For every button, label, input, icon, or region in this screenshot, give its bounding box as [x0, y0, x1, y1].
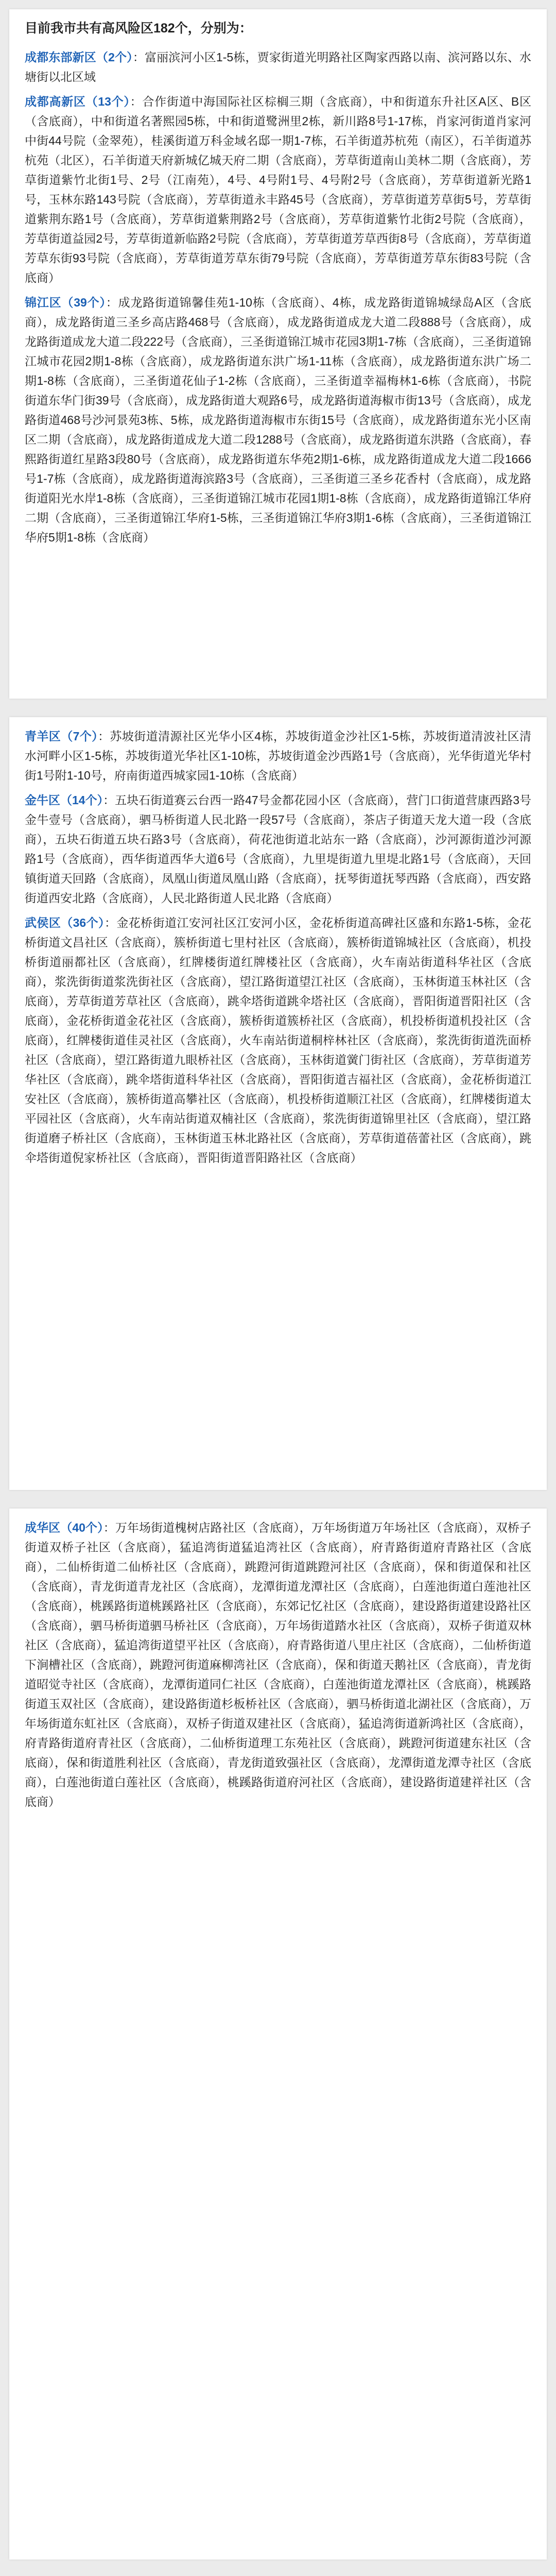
- section-jinniu: [25, 790, 531, 908]
- district-body: ：苏坡街道清源社区光华小区4栋，苏坡街道金沙社区1-5栋，苏坡街道清波社区清水河畔小区1-5栋，苏坡街道光华社区1-10栋，苏坡街道金沙西路1号（含底商），光华街道光华村街1号附1-10号，府南街道西城家园1-10栋（含底商）: [25, 730, 531, 782]
- page-heading: 目前我市共有高风险区182个，分别为：: [25, 21, 252, 36]
- document-page-2: [9, 717, 547, 1490]
- district-body: ：合作街道中海国际社区棕榈三期（含底商），中和街道东升社区A区、B区（含底商），中和街道名著熙园5栋，中和街道鹭洲里2栋，新川路8号1-17栋，肖家河街道肖家河中街44号院（金翠苑），桂溪街道万科金域名邸一期1-7栋，石羊街道苏杭苑（南区），石羊街道苏杭苑（北区），石羊街道天府新城亿城天府二期（含底商），芳草街道南山美林二期（含底商），芳草街道紫竹北街1号、2号（江南苑），4号、4号附1号、4号附2号（含底商），芳草街道新光路1号，玉林东路143号院（含底商），芳草街道永丰路45号（含底商），芳草街道芳草街5号，芳草街道紫荆东路1号（含底商），芳草街道紫荆路2号（含底商），芳草街道紫竹北街2号院（含底商），芳草街道益园2号，芳草街道新临路2号院（含底商），芳草街道芳草西街8号（含底商），芳草街道芳草东街93号院（含底商），芳草街道芳草东街79号院（含底商），芳草街道芳草东街83号院（含底商）: [25, 95, 531, 284]
- district-title: 成华区（40个）: [25, 1521, 103, 1534]
- section-wuhou: [25, 913, 531, 1167]
- document-page-3: [9, 1509, 547, 2560]
- section-gaoxin: [25, 92, 531, 287]
- section-chenghua: [25, 1518, 531, 1811]
- district-body: ：富丽滨河小区1-5栋，贾家街道光明路社区陶家西路以南、滨河路以东、水塘街以北区域: [25, 50, 531, 83]
- section-qingyang: [25, 726, 531, 785]
- district-title: 青羊区（7个）: [25, 730, 98, 743]
- district-body: ：金花桥街道江安河社区江安河小区，金花桥街道高碑社区盛和东路1-5栋，金花桥街道文昌社区（含底商），簇桥街道七里村社区（含底商），簇桥街道锦城社区（含底商），机投桥街道丽都社区（含底商），红牌楼街道红牌楼社区（含底商），火车南站街道科华社区（含底商），浆洗街街道浆洗街社区（含底商），望江路街道望江社区（含底商），玉林街道玉林社区（含底商），芳草街道芳草社区（含底商），跳伞塔街道跳伞塔社区（含底商），晋阳街道晋阳社区（含底商），金花桥街道金花社区（含底商），簇桥街道簇桥社区（含底商），机投桥街道机投社区（含底商），红牌楼街道佳灵社区（含底商），火车南站街道桐梓林社区（含底商），浆洗街街道洗面桥社区（含底商），望江路街道九眼桥社区（含底商），玉林街道黉门街社区（含底商），芳草街道芳华社区（含底商），跳伞塔街道科华社区（含底商），晋阳街道吉福社区（含底商），金花桥街道江安社区（含底商），簇桥街道高攀社区（含底商），机投桥街道顺江社区（含底商），红牌楼街道太平园社区（含底商），火车南站街道双楠社区（含底商），浆洗街街道锦里社区（含底商），望江路街道磨子桥社区（含底商），玉林街道玉林北路社区（含底商），芳草街道蓓蕾社区（含底商），跳伞塔街道倪家桥社区（含底商），晋阳街道晋阳路社区（含底商）: [25, 916, 531, 1164]
- document-page-1: [9, 9, 547, 699]
- district-body: ：成龙路街道锦馨佳苑1-10栋（含底商）、4栋，成龙路街道锦城绿岛A区（含底商），成龙路街道三圣乡高店路468号（含底商），成龙路街道成龙大道二段888号（含底商），成龙路街道成龙大道二段222号（含底商），三圣街道锦江城市花园3期1-7栋（含底商），三圣街道锦江城市花园2期1-8栋（含底商），成龙路街道东洪广场1-11栋（含底商），成龙路街道东洪广场二期1-8栋（含底商），三圣街道花仙子1-2栋（含底商），三圣街道幸福梅林1-6栋（含底商），书院街道东华门街39号（含底商），成龙路街道大观路6号，成龙路街道海椒市街13号（含底商），成龙路街道468号沙河景苑3栋、5栋，成龙路街道海椒市东街15号（含底商），成龙路街道东光小区南区二期（含底商），成龙路街道成龙大道二段1288号（含底商），成龙路街道东洪路（含底商），春熙路街道红星路3段80号（含底商），成龙路街道东华苑2期1-6栋，成龙路街道成龙大道二段1666号1-7栋（含底商），成龙路街道海滨路3号（含底商），三圣街道三圣乡花香村（含底商），成龙路街道阳光水岸1-8栋（含底商），三圣街道锦江城市花园1期1-8栋（含底商），成龙路街道锦江华府二期（含底商），三圣街道锦江华府1-5栋，三圣街道锦江华府3期1-6栋（含底商），三圣街道锦江华府5期1-8栋（含底商）: [25, 296, 531, 544]
- district-body: ：万年场街道槐树店路社区（含底商），万年场街道万年场社区（含底商），双桥子街道双桥子社区（含底商），猛追湾街道猛追湾社区（含底商），府青路街道府青路社区（含底商），二仙桥街道二仙桥社区（含底商），跳蹬河街道跳蹬河社区（含底商），保和街道保和社区（含底商），青龙街道青龙社区（含底商），龙潭街道龙潭社区（含底商），白莲池街道白莲池社区（含底商），桃蹊路街道桃蹊路社区（含底商），东郊记忆社区（含底商），建设路街道建设路社区（含底商），驷马桥街道驷马桥社区（含底商），万年场街道踏水社区（含底商），双桥子街道双林社区（含底商），猛追湾街道望平社区（含底商），府青路街道八里庄社区（含底商），二仙桥街道下涧槽社区（含底商），跳蹬河街道麻柳湾社区（含底商），保和街道天鹅社区（含底商），青龙街道昭觉寺社区（含底商），龙潭街道同仁社区（含底商），白莲池街道龙潭社区（含底商），桃蹊路街道玉双社区（含底商），建设路街道杉板桥社区（含底商），驷马桥街道北湖社区（含底商），万年场街道东虹社区（含底商），双桥子街道双建社区（含底商），猛追湾街道新鸿社区（含底商），府青路街道府青社区（含底商），二仙桥街道理工东苑社区（含底商），跳蹬河街道建东社区（含底商），保和街道胜利社区（含底商），青龙街道致强社区（含底商），龙潭街道龙潭寺社区（含底商），白莲池街道白莲社区（含底商），桃蹊路街道府河社区（含底商），建设路街道建祥社区（含底商）: [25, 1521, 532, 1808]
- district-title: 成都东部新区（2个）: [25, 50, 133, 64]
- district-title: 武侯区（36个）: [25, 916, 105, 929]
- section-jinjiang: [25, 293, 531, 547]
- section-dongbu: [25, 47, 531, 87]
- district-body: ：五块石街道赛云台西一路47号金都花园小区（含底商），营门口街道营康西路3号金牛壹号（含底商），驷马桥街道人民北路一段57号（含底商），茶店子街道天龙大道一段（含底商），五块石街道五块石路3号（含底商），荷花池街道北站东一路（含底商），沙河源街道沙河源路1号（含底商），西华街道西华大道6号（含底商），九里堤街道九里堤北路1号（含底商），天回镇街道天回路（含底商），凤凰山街道凤凰山路（含底商），抚琴街道抚琴西路（含底商），西安路街道西安北路（含底商），人民北路街道人民北路（含底商）: [25, 793, 531, 905]
- district-title: 成都高新区（13个）: [25, 95, 130, 108]
- district-title: 锦江区（39个）: [25, 296, 106, 309]
- district-title: 金牛区（14个）: [25, 793, 103, 807]
